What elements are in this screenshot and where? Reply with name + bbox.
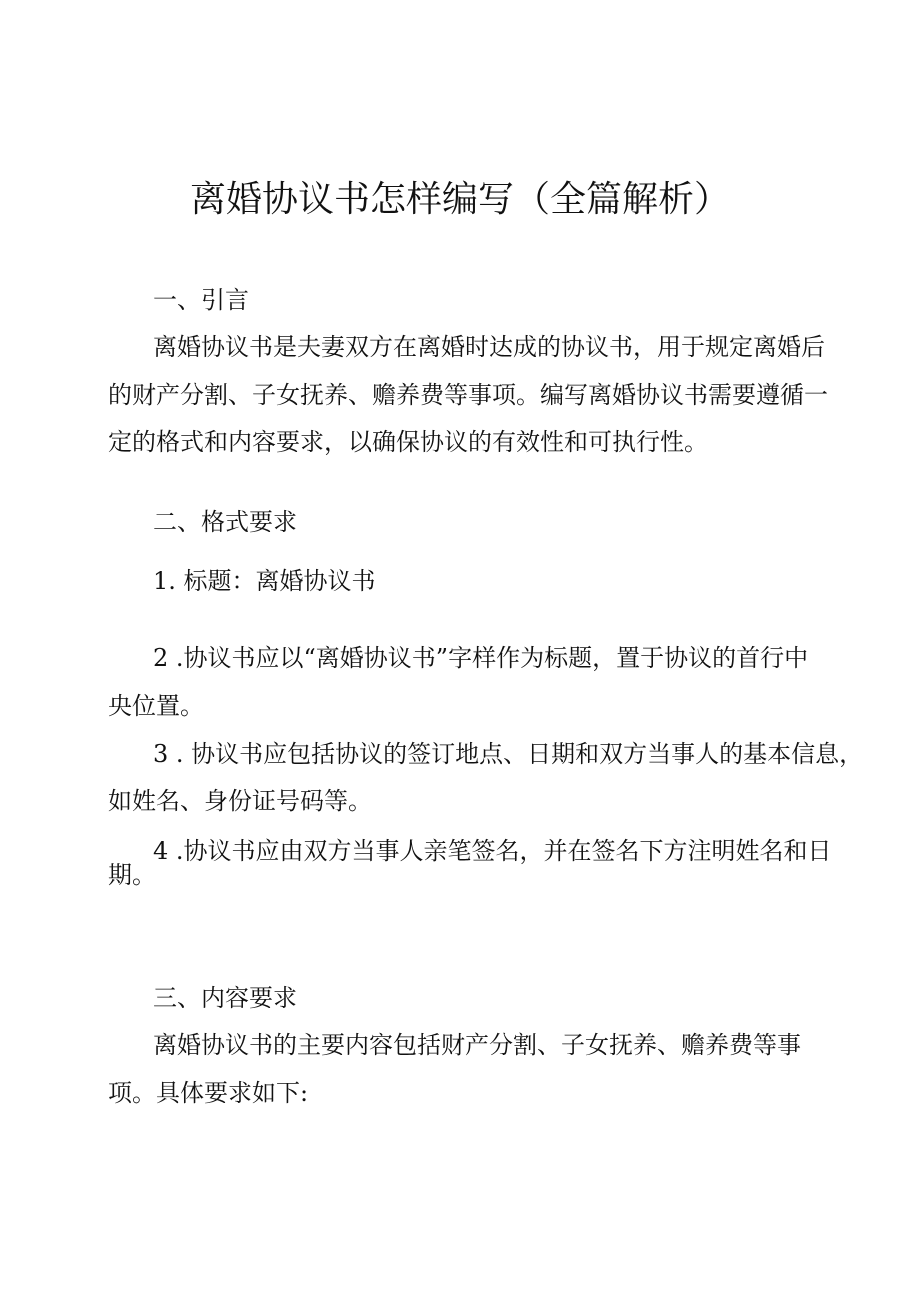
section-heading-format: 二、格式要求 (153, 508, 297, 536)
page-title: 离婚协议书怎样编写（全篇解析） (189, 179, 730, 220)
paragraph-line: 定的格式和内容要求，以确保协议的有效性和可执行性。 (108, 428, 708, 456)
list-item: 1. 标题：离婚协议书 (153, 567, 376, 595)
paragraph-line: 离婚协议书是夫妻双方在离婚时达成的协议书，用于规定离婚后 (153, 333, 825, 361)
list-item-line: 3 . 协议书应包括协议的签订地点、日期和双方当事人的基本信息， (153, 740, 864, 768)
section-heading-intro: 一、引言 (153, 286, 249, 314)
paragraph-line: 的财产分割、子女抚养、赡养费等事项。编写离婚协议书需要遵循一 (108, 381, 828, 409)
list-item-line: 如姓名、身份证号码等。 (108, 787, 372, 815)
list-item-line: 期。 (108, 861, 156, 889)
section-heading-content: 三、内容要求 (153, 984, 297, 1012)
list-item-line: 4 .协议书应由双方当事人亲笔签名，并在签名下方注明姓名和日 (153, 837, 832, 865)
list-item-line: 央位置。 (108, 692, 204, 720)
paragraph-line: 项。具体要求如下: (108, 1079, 309, 1107)
paragraph-line: 离婚协议书的主要内容包括财产分割、子女抚养、赡养费等事 (153, 1031, 801, 1059)
list-item-line: 2 .协议书应以“离婚协议书”字样作为标题，置于协议的首行中 (153, 644, 809, 672)
